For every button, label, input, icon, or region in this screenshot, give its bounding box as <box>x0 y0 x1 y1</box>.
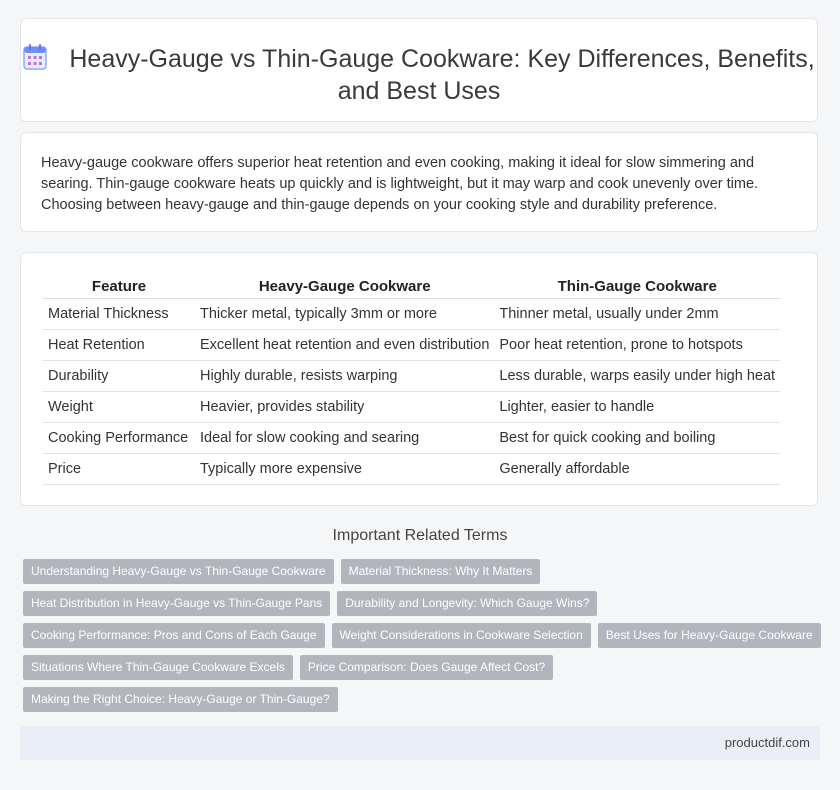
table-header-row <box>43 273 780 299</box>
column-header: Heavy-Gauge Cookware <box>195 273 494 299</box>
table-cell: Price <box>43 454 195 485</box>
comparison-card <box>20 252 818 506</box>
table-cell: Thinner metal, usually under 2mm <box>494 299 780 330</box>
table-row <box>43 361 780 392</box>
table-cell: Cooking Performance <box>43 423 195 454</box>
table-row <box>43 392 780 423</box>
table-row <box>43 454 780 485</box>
comparison-table <box>43 273 780 485</box>
related-term-tag[interactable]: Best Uses for Heavy-Gauge Cookware <box>598 623 821 648</box>
table-row <box>43 423 780 454</box>
related-term-tag[interactable]: Price Comparison: Does Gauge Affect Cost? <box>300 655 553 680</box>
related-term-tag[interactable]: Weight Considerations in Cookware Selection <box>332 623 591 648</box>
page-title: Heavy-Gauge vs Thin-Gauge Cookware: Key Differences, Benefits, and Best Uses <box>69 45 815 105</box>
table-cell: Heavier, provides stability <box>195 392 494 423</box>
table-cell: Thicker metal, typically 3mm or more <box>195 299 494 330</box>
table-cell: Poor heat retention, prone to hotspots <box>494 330 780 361</box>
table-cell: Weight <box>43 392 195 423</box>
table-cell: Lighter, easier to handle <box>494 392 780 423</box>
table-row <box>43 299 780 330</box>
table-cell: Best for quick cooking and boiling <box>494 423 780 454</box>
related-term-tag[interactable]: Cooking Performance: Pros and Cons of Each Gauge <box>23 623 325 648</box>
related-term-tag[interactable]: Making the Right Choice: Heavy-Gauge or Thin-Gauge? <box>23 687 338 712</box>
table-cell: Durability <box>43 361 195 392</box>
table-cell: Highly durable, resists warping <box>195 361 494 392</box>
title-card <box>20 18 818 122</box>
related-terms-list <box>23 559 823 719</box>
table-cell: Less durable, warps easily under high heat <box>494 361 780 392</box>
column-header: Thin-Gauge Cookware <box>494 273 780 299</box>
table-cell: Excellent heat retention and even distribution <box>195 330 494 361</box>
table-cell: Typically more expensive <box>195 454 494 485</box>
related-term-tag[interactable]: Durability and Longevity: Which Gauge Wins? <box>337 591 597 616</box>
related-term-tag[interactable]: Material Thickness: Why It Matters <box>341 559 541 584</box>
column-header: Feature <box>43 273 195 299</box>
table-row <box>43 330 780 361</box>
intro-card <box>20 132 818 232</box>
related-term-tag[interactable]: Understanding Heavy-Gauge vs Thin-Gauge Cookware <box>23 559 334 584</box>
related-term-tag[interactable]: Heat Distribution in Heavy-Gauge vs Thin-Gauge Pans <box>23 591 330 616</box>
related-terms-title: Important Related Terms <box>332 527 508 544</box>
table-cell: Ideal for slow cooking and searing <box>195 423 494 454</box>
table-cell: Generally affordable <box>494 454 780 485</box>
table-cell: Material Thickness <box>43 299 195 330</box>
footer-site-link[interactable]: productdif.com <box>724 735 810 750</box>
calendar-icon <box>23 44 47 70</box>
related-term-tag[interactable]: Situations Where Thin-Gauge Cookware Excels <box>23 655 293 680</box>
table-cell: Heat Retention <box>43 330 195 361</box>
footer <box>20 726 820 760</box>
intro-paragraph: Heavy-gauge cookware offers superior heat retention and even cooking, making it ideal for slow simmering and searing. Thin-gauge cookware heats up quickly and is lightweight, but it may warp and cook unevenly over time. Choosing between heavy-gauge and thin-gauge depends on your cooking style and durability preference. <box>41 155 759 213</box>
